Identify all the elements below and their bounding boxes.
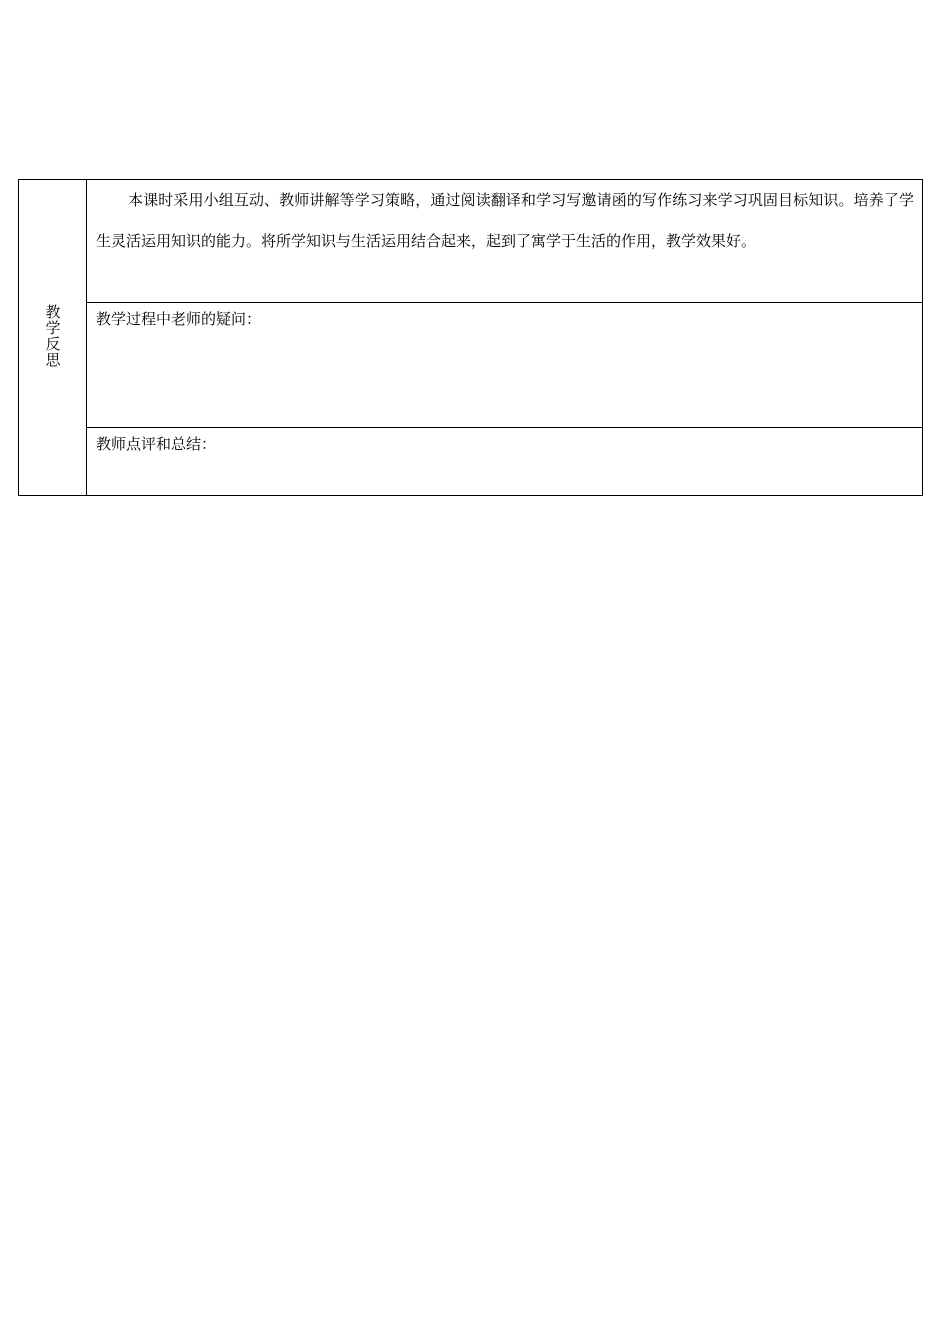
reflection-summary-text: 本课时采用小组互动、教师讲解等学习策略，通过阅读翻译和学习写邀请函的写作练习来学习巩固目标知识。培养了学生灵活运用知识的能力。将所学知识与生活运用结合起来，起到了寓学于生活的作用，教学效果好。 (96, 191, 914, 250)
reflection-summary-cell (87, 180, 923, 303)
teaching-reflection-label-cell (19, 180, 87, 496)
teacher-question-cell[interactable] (87, 303, 923, 428)
teacher-review-cell[interactable] (87, 428, 923, 496)
teaching-reflection-label: 教学反思 (43, 303, 62, 368)
teaching-reflection-table (18, 179, 923, 496)
teacher-review-label: 教师点评和总结： (96, 435, 217, 453)
teacher-question-label: 教学过程中老师的疑问： (96, 310, 262, 328)
